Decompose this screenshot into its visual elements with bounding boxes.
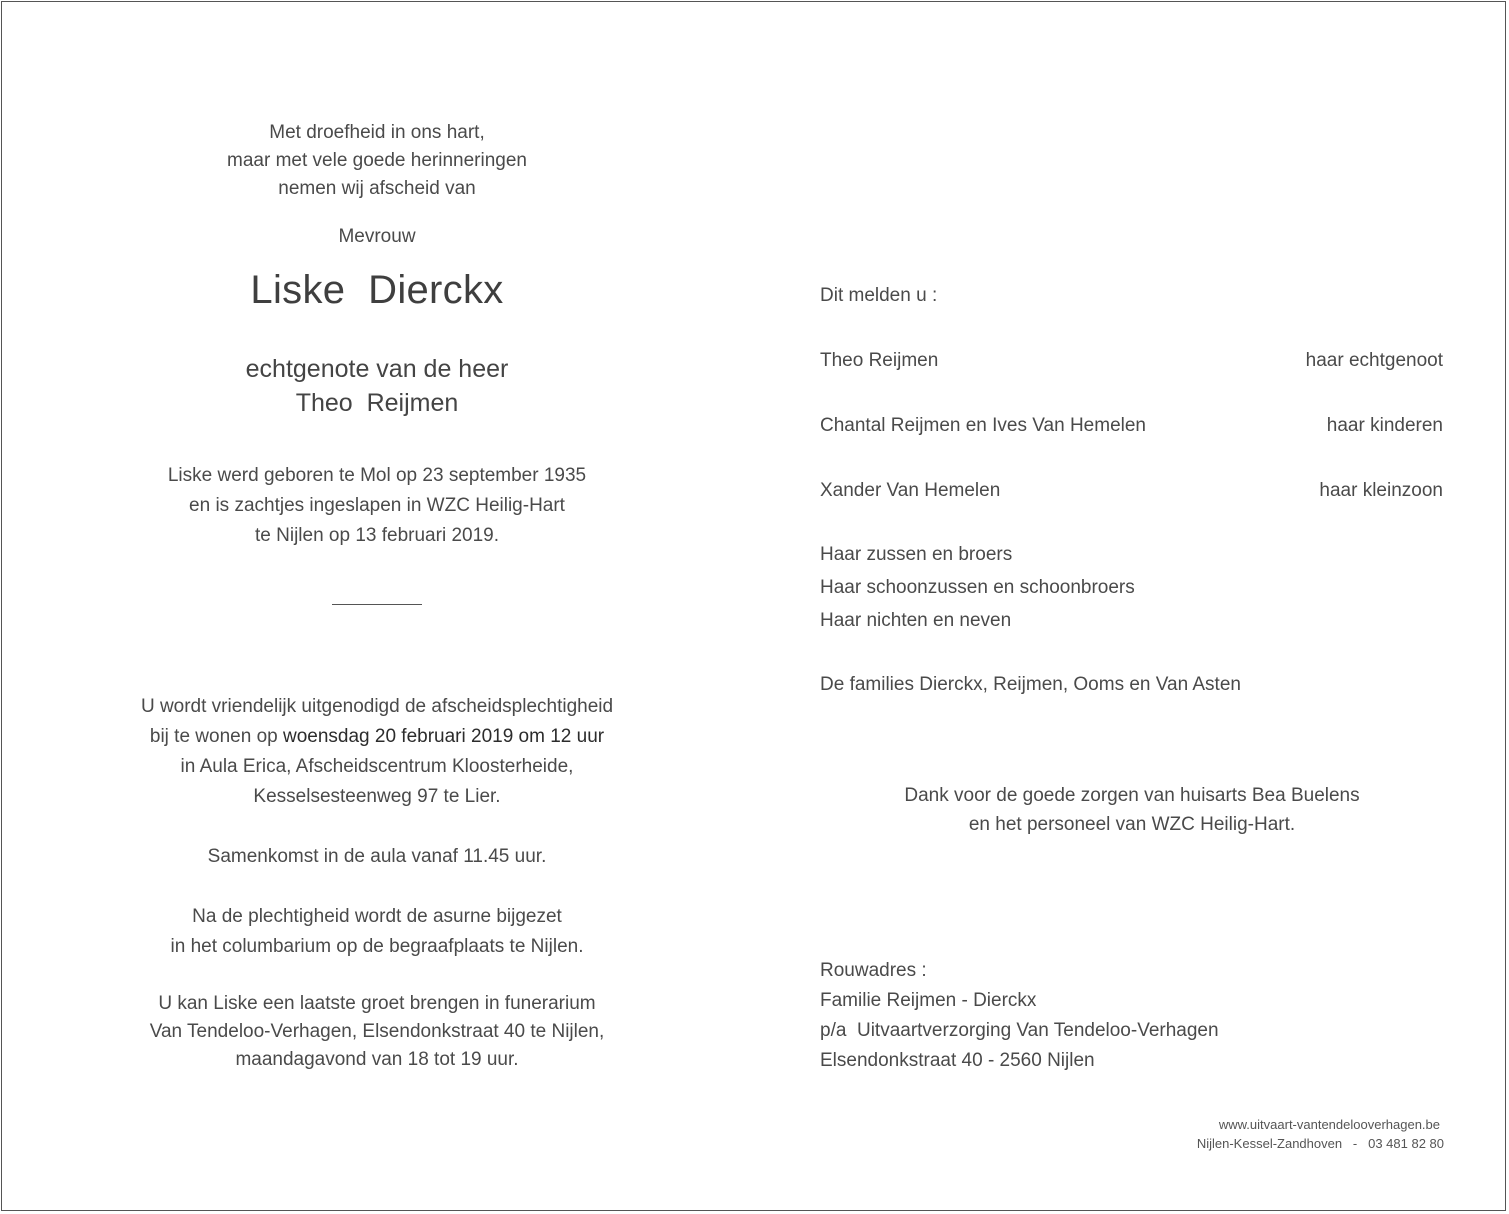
thanks-line-1: Dank voor de goede zorgen van huisarts Bea Buelens xyxy=(904,785,1360,806)
funeral-home-contact: Nijlen-Kessel-Zandhoven - 03 481 82 80 xyxy=(1196,1136,1444,1151)
invite-line-4: Kesselsesteenweg 97 te Lier. xyxy=(253,786,501,807)
intro-line-1: Met droefheid in ons hart, xyxy=(269,122,485,143)
section-divider xyxy=(332,604,422,605)
announce-line: Dit melden u : xyxy=(820,285,938,306)
families-line: De families Dierckx, Reijmen, Ooms en Van Asten xyxy=(820,674,1241,695)
family-relation-2: haar kinderen xyxy=(1326,415,1443,436)
visit-line-1: U kan Liske een laatste groet brengen in funerarium xyxy=(158,993,596,1014)
intro-line-2: maar met vele goede herinneringen xyxy=(227,150,527,171)
deceased-name: Liske Dierckx xyxy=(250,268,504,312)
honorific: Mevrouw xyxy=(338,226,416,247)
address-line-1: Rouwadres : xyxy=(820,960,927,981)
spouse-line-1: echtgenote van de heer xyxy=(245,355,509,383)
address-line-3: p/a Uitvaartverzorging Van Tendeloo-Verhagen xyxy=(820,1020,1219,1041)
address-line-2: Familie Reijmen - Dierckx xyxy=(820,990,1037,1011)
birth-line-1: Liske werd geboren te Mol op 23 september 1935 xyxy=(167,465,587,486)
invite-line-3: in Aula Erica, Afscheidscentrum Kloosterheide, xyxy=(180,756,574,777)
address-line-4: Elsendonkstraat 40 - 2560 Nijlen xyxy=(820,1050,1095,1071)
family-relation-3: haar kleinzoon xyxy=(1319,480,1443,501)
urn-line-2: in het columbarium op de begraafplaats te Nijlen. xyxy=(170,936,584,957)
invite-line-2 xyxy=(150,727,604,746)
visit-line-2: Van Tendeloo-Verhagen, Elsendonkstraat 40 te Nijlen, xyxy=(149,1021,605,1042)
family-name-3: Xander Van Hemelen xyxy=(820,480,1001,501)
ceremony-date: woensdag 20 februari 2019 om 12 uur xyxy=(282,726,605,747)
relatives-line-1: Haar zussen en broers xyxy=(820,544,1013,565)
urn-line-1: Na de plechtigheid wordt de asurne bijgezet xyxy=(192,906,562,927)
birth-line-3: te Nijlen op 13 februari 2019. xyxy=(255,525,499,546)
thanks-line-2: en het personeel van WZC Heilig-Hart. xyxy=(968,814,1296,835)
family-name-1: Theo Reijmen xyxy=(820,350,939,371)
relatives-line-2: Haar schoonzussen en schoonbroers xyxy=(820,577,1135,598)
visit-line-3: maandagavond van 18 tot 19 uur. xyxy=(235,1049,519,1070)
gathering-line: Samenkomst in de aula vanaf 11.45 uur. xyxy=(207,846,547,867)
invite-line-2-prefix: bij te wonen op xyxy=(149,726,283,747)
intro-line-3: nemen wij afscheid van xyxy=(278,178,476,199)
birth-line-2: en is zachtjes ingeslapen in WZC Heilig-Hart xyxy=(189,495,565,516)
funeral-home-website: www.uitvaart-vantendelooverhagen.be xyxy=(1218,1117,1440,1132)
invite-line-1: U wordt vriendelijk uitgenodigd de afscheidsplechtigheid xyxy=(140,696,614,717)
family-name-2: Chantal Reijmen en Ives Van Hemelen xyxy=(820,415,1146,436)
family-relation-1: haar echtgenoot xyxy=(1305,350,1443,371)
relatives-line-3: Haar nichten en neven xyxy=(820,610,1012,631)
spouse-line-2: Theo Reijmen xyxy=(295,389,459,417)
